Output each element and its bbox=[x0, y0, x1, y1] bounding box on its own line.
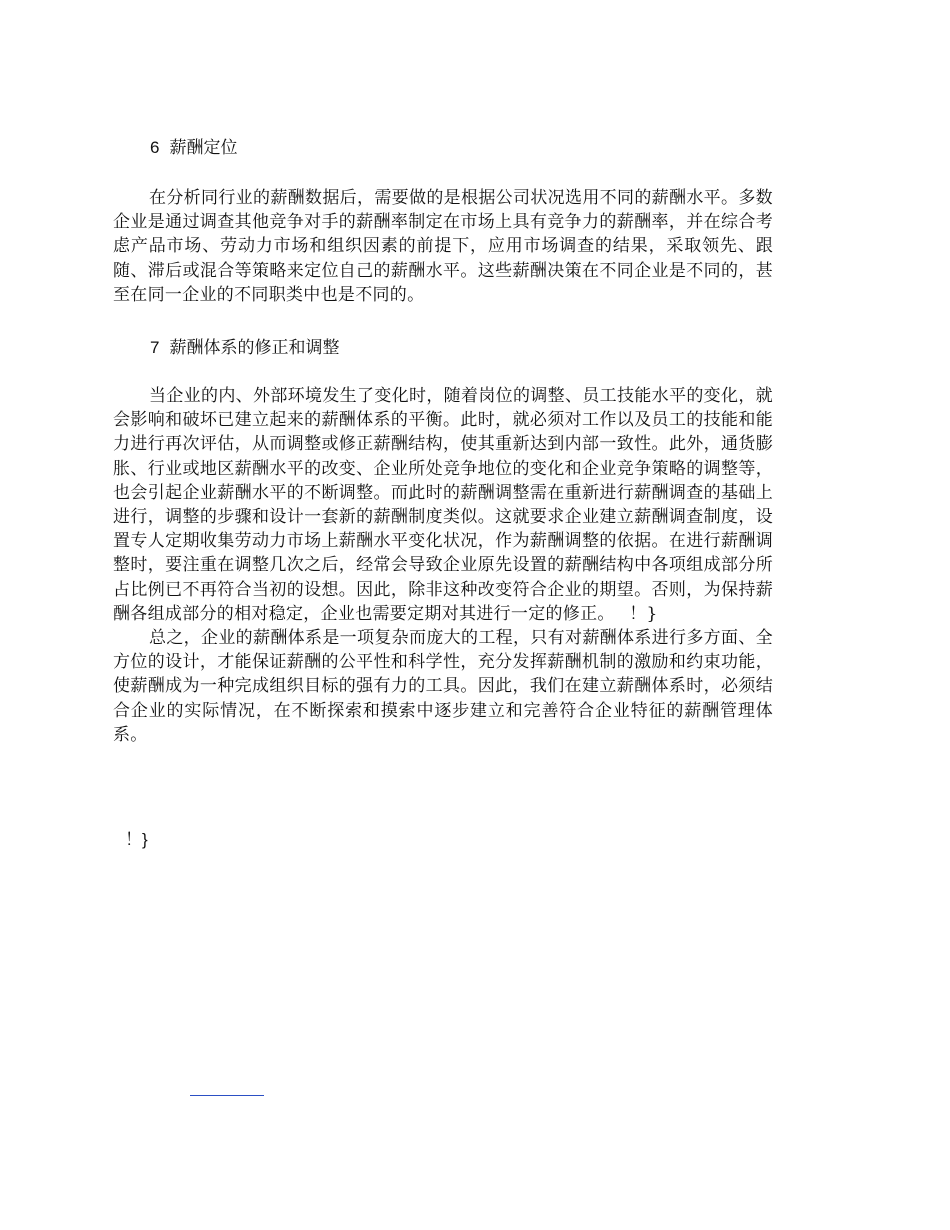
section-7-heading bbox=[150, 336, 339, 360]
section-6-title: 薪酬定位 bbox=[169, 138, 238, 158]
section-7-body bbox=[113, 384, 773, 747]
section-6-body bbox=[113, 186, 773, 307]
stray-mark: ！} bbox=[125, 830, 148, 849]
section-6-number: 6 bbox=[150, 138, 160, 157]
footer-link-underline bbox=[190, 1095, 264, 1096]
section-7-title: 薪酬体系的修正和调整 bbox=[169, 338, 340, 358]
section-7-paragraph-1: 当企业的内、外部环境发生了变化时，随着岗位的调整、员工技能水平的变化，就会影响和破坏已建立起来的薪酬体系的平衡。此时，就必须对工作以及员工的技能和能力进行再次评估，从而调整或修正薪酬结构，使其重新达到内部一致性。此外，通货膨胀、行业或地区薪酬水平的改变、企业所处竞争地位的变化和企业竞争策略的调整等，也会引起企业薪酬水平的不断调整。而此时的薪酬调整需在重新进行薪酬调查的基础上进行，调整的步骤和设计一套新的薪酬制度类似。这就要求企业建立薪酬调查制度，设置专人定期收集劳动力市场上薪酬水平变化状况，作为薪酬调整的依据。在进行薪酬调整时，要注重在调整几次之后，经常会导致企业原先设置的薪酬结构中各项组成部分所占比例已不再符合当初的设想。因此，除非这种改变符合企业的期望。否则，为保持薪酬各组成部分的相对稳定，企业也需要定期对其进行一定的修正。 ！} bbox=[113, 386, 773, 624]
section-7-paragraph-2: 总之，企业的薪酬体系是一项复杂而庞大的工程，只有对薪酬体系进行多方面、全方位的设计，才能保证薪酬的公平性和科学性，充分发挥薪酬机制的激励和约束功能，使薪酬成为一种完成组织目标的强有力的工具。因此，我们在建立薪酬体系时，必须结合企业的实际情况，在不断探索和摸索中逐步建立和完善符合企业特征的薪酬管理体系。 bbox=[113, 628, 773, 745]
section-7-number: 7 bbox=[150, 338, 160, 357]
section-6-heading bbox=[150, 136, 237, 160]
section-6-paragraph: 在分析同行业的薪酬数据后，需要做的是根据公司状况选用不同的薪酬水平。多数企业是通过调查其他竞争对手的薪酬率制定在市场上具有竞争力的薪酬率，并在综合考虑产品市场、劳动力市场和组织因素的前提下，应用市场调查的结果，采取领先、跟随、滞后或混合等策略来定位自己的薪酬水平。这些薪酬决策在不同企业是不同的，甚至在同一企业的不同职类中也是不同的。 bbox=[113, 188, 773, 305]
